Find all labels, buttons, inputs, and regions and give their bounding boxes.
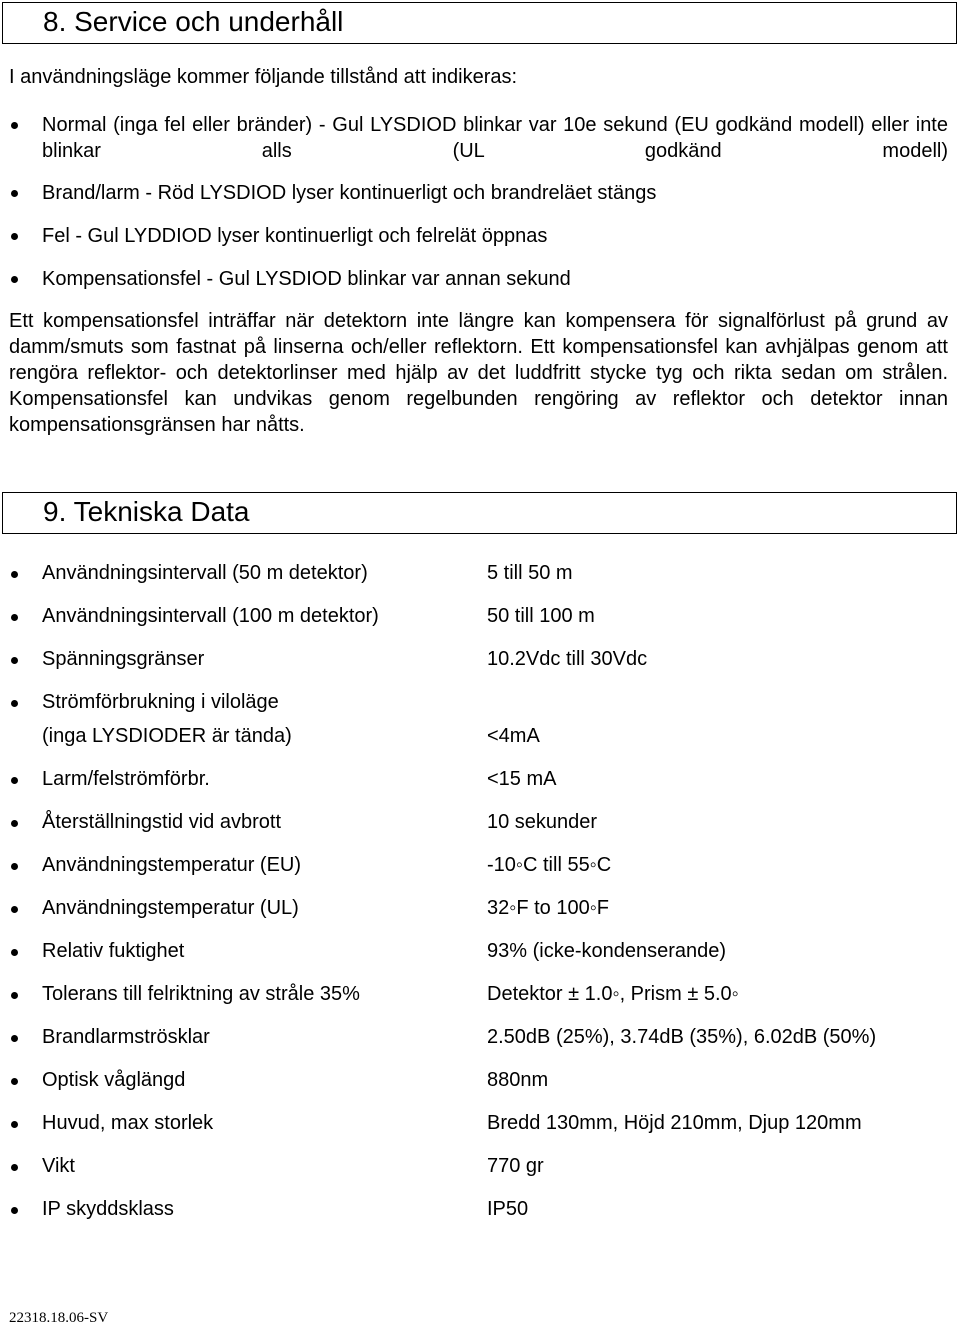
spec-label: Brandlarmströsklar xyxy=(42,1026,210,1048)
status-bullet-text: Brand/larm - Röd LYSDIOD lyser kontinuerligt och brandreläet stängs xyxy=(42,182,657,204)
spec-row xyxy=(0,811,960,841)
spec-label: Larm/felströmförbr. xyxy=(42,768,210,790)
spec-row xyxy=(0,1069,960,1099)
spec-label: Huvud, max storlek xyxy=(42,1112,214,1134)
document-code-footer: 22318.18.06-SV xyxy=(9,1310,109,1326)
spec-row xyxy=(0,648,960,678)
bullet-dot-icon xyxy=(11,276,18,283)
spec-row xyxy=(0,1026,960,1056)
spec-value: <4mA xyxy=(487,725,540,747)
section-8-intro: I användningsläge kommer följande tillstånd att indikeras: xyxy=(9,66,518,88)
spec-value: <15 mA xyxy=(487,768,557,790)
spec-label: Spänningsgränser xyxy=(42,648,205,670)
spec-value: Bredd 130mm, Höjd 210mm, Djup 120mm xyxy=(487,1112,862,1134)
spec-row xyxy=(0,768,960,798)
bullet-dot-icon xyxy=(11,700,18,707)
bullet-dot-icon xyxy=(11,820,18,827)
spec-label-line-2: (inga LYSDIODER är tända) xyxy=(42,725,292,747)
spec-label: Optisk våglängd xyxy=(42,1069,186,1091)
spec-value: IP50 xyxy=(487,1198,529,1220)
bullet-dot-icon xyxy=(11,1207,18,1214)
spec-row xyxy=(0,854,960,884)
spec-row xyxy=(0,1112,960,1142)
bullet-dot-icon xyxy=(11,190,18,197)
spec-label: Vikt xyxy=(42,1155,75,1177)
spec-label: Strömförbrukning i viloläge xyxy=(42,691,279,713)
bullet-dot-icon xyxy=(11,1035,18,1042)
bullet-dot-icon xyxy=(11,949,18,956)
status-bullet-text: Kompensationsfel - Gul LYSDIOD blinkar var annan sekund xyxy=(42,268,571,290)
spec-value: -10◦C till 55◦C xyxy=(487,854,612,876)
spec-label: Återställningstid vid avbrott xyxy=(42,811,282,833)
spec-value: 770 gr xyxy=(487,1155,544,1177)
compensation-paragraph: Ett kompensationsfel inträffar när detektorn inte längre kan kompensera för signalförlust på grund av damm/smuts som fastnat på linserna och/eller reflektorn. Ett kompensationsfel kan avhjälpas genom att rengöra reflektor- och detektorlinser med hjälp av det luddfritt stycke tyg och rikta sedan om strålen. Kompensationsfel kan undvikas genom regelbunden rengöring av reflektor och detektor innan kompensationsgränsen har nåtts. xyxy=(9,310,948,436)
spec-label: Användningsintervall (100 m detektor) xyxy=(42,605,379,627)
status-bullet-text: Normal (inga fel eller bränder) - Gul LYSDIOD blinkar var 10e sekund (EU godkänd modell) eller inte blinkar alls (UL godkänd modell) xyxy=(42,114,948,162)
spec-row xyxy=(0,940,960,970)
spec-row xyxy=(0,1198,960,1228)
status-bullet-text: Fel - Gul LYDDIOD lyser kontinuerligt och felrelät öppnas xyxy=(42,225,548,247)
bullet-dot-icon xyxy=(11,777,18,784)
spec-row xyxy=(0,691,960,755)
spec-value: 5 till 50 m xyxy=(487,562,573,584)
bullet-dot-icon xyxy=(11,233,18,240)
bullet-dot-icon xyxy=(11,614,18,621)
spec-value: 10.2Vdc till 30Vdc xyxy=(487,648,648,670)
spec-row xyxy=(0,983,960,1013)
spec-row xyxy=(0,897,960,927)
spec-value: 880nm xyxy=(487,1069,549,1091)
spec-row xyxy=(0,1155,960,1185)
bullet-dot-icon xyxy=(11,906,18,913)
spec-value: Detektor ± 1.0◦, Prism ± 5.0◦ xyxy=(487,983,739,1005)
spec-label: Relativ fuktighet xyxy=(42,940,185,962)
section-8-heading: 8. Service och underhåll xyxy=(2,2,957,44)
spec-value: 32◦F to 100◦F xyxy=(487,897,610,919)
bullet-dot-icon xyxy=(11,1121,18,1128)
spec-value: 2.50dB (25%), 3.74dB (35%), 6.02dB (50%) xyxy=(487,1026,877,1048)
spec-value: 50 till 100 m xyxy=(487,605,595,627)
section-9-heading: 9. Tekniska Data xyxy=(2,492,957,534)
spec-label: Användningsintervall (50 m detektor) xyxy=(42,562,368,584)
spec-label: Tolerans till felriktning av stråle 35% xyxy=(42,983,360,1005)
spec-label: Användningstemperatur (EU) xyxy=(42,854,302,876)
bullet-dot-icon xyxy=(11,863,18,870)
spec-row xyxy=(0,562,960,592)
spec-value: 10 sekunder xyxy=(487,811,598,833)
spec-row xyxy=(0,605,960,635)
bullet-dot-icon xyxy=(11,657,18,664)
bullet-dot-icon xyxy=(11,1078,18,1085)
bullet-dot-icon xyxy=(11,992,18,999)
bullet-dot-icon xyxy=(11,1164,18,1171)
spec-value: 93% (icke-kondenserande) xyxy=(487,940,727,962)
bullet-dot-icon xyxy=(11,122,18,129)
spec-label: IP skyddsklass xyxy=(42,1198,174,1220)
bullet-dot-icon xyxy=(11,571,18,578)
spec-label: Användningstemperatur (UL) xyxy=(42,897,299,919)
